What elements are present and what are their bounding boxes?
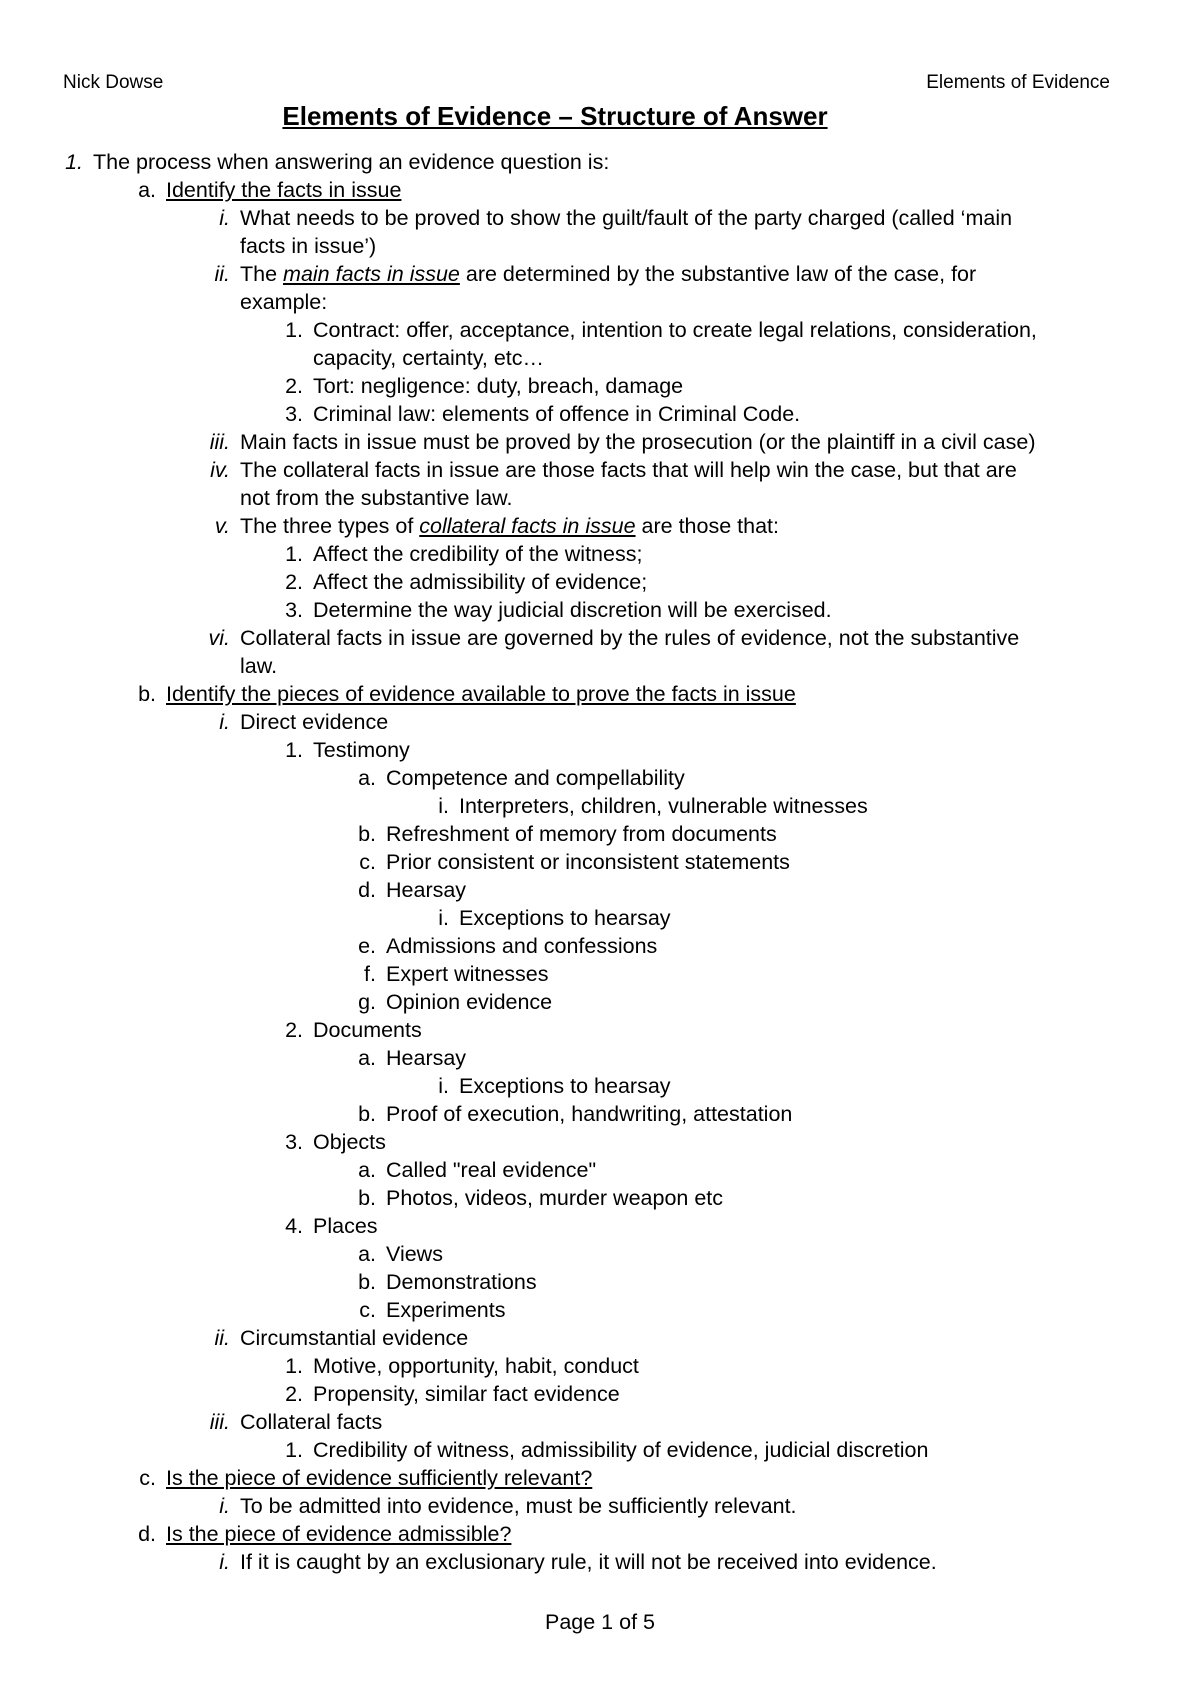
list-item-text: The collateral facts in issue are those facts that will help win the case, but that are [240, 458, 1017, 482]
list-marker: 3. [285, 402, 303, 426]
list-item-text: Hearsay [386, 1046, 467, 1070]
list-item-text: main facts in issue [283, 262, 460, 286]
list-marker: i. [219, 206, 230, 230]
list-item [240, 624, 1019, 652]
list-item [459, 792, 868, 820]
list-marker: vi. [208, 626, 230, 650]
list-item [313, 1436, 928, 1464]
list-marker: iii. [209, 430, 230, 454]
list-item-text: Credibility of witness, admissibility of evidence, judicial discretion [313, 1438, 929, 1462]
list-marker: d. [138, 1522, 156, 1546]
list-marker: 2. [285, 570, 303, 594]
list-marker: ii. [214, 1326, 230, 1350]
list-marker: 1. [285, 1354, 303, 1378]
list-item-text: Identify the facts in issue [166, 178, 402, 202]
list-item-text: Proof of execution, handwriting, attestation [386, 1102, 793, 1126]
list-item [313, 344, 544, 372]
list-item-text: Is the piece of evidence admissible? [166, 1522, 512, 1546]
list-item [240, 428, 1036, 456]
list-item-text: Testimony [313, 738, 410, 762]
list-item-text: Is the piece of evidence sufficiently relevant? [166, 1466, 593, 1490]
list-marker: ii. [214, 262, 230, 286]
page-header-document: Elements of Evidence [926, 72, 1110, 93]
list-item-text: Determine the way judicial discretion will be exercised. [313, 598, 832, 622]
list-marker: i. [219, 710, 230, 734]
list-marker: b. [358, 1102, 376, 1126]
list-item [240, 1492, 797, 1520]
list-item [386, 1296, 506, 1324]
list-marker: g. [358, 990, 376, 1014]
list-item [313, 372, 683, 400]
list-item [240, 260, 976, 288]
page-footer: Page 1 of 5 [545, 1610, 655, 1634]
list-item-text: Contract: offer, acceptance, intention to create legal relations, consideration, [313, 318, 1037, 342]
list-item-text: Main facts in issue must be proved by the prosecution (or the plaintiff in a civil case) [240, 430, 1036, 454]
list-item-text: Collateral facts [240, 1410, 383, 1434]
list-item [386, 1156, 596, 1184]
list-item-text: If it is caught by an exclusionary rule, it will not be received into evidence. [240, 1550, 937, 1574]
list-marker: iii. [209, 1410, 230, 1434]
list-item [240, 484, 512, 512]
list-item-text: Hearsay [386, 878, 467, 902]
list-item [240, 288, 327, 316]
list-item-text: are those that: [635, 514, 779, 538]
list-item-text: Motive, opportunity, habit, conduct [313, 1354, 639, 1378]
list-item [313, 1016, 422, 1044]
list-item [240, 652, 277, 680]
list-item [313, 1352, 639, 1380]
page-header-author: Nick Dowse [63, 72, 164, 93]
list-item [313, 1128, 386, 1156]
list-marker: c. [359, 850, 376, 874]
list-marker: 3. [285, 1130, 303, 1154]
list-item-text: Admissions and confessions [386, 934, 658, 958]
list-item [166, 1520, 511, 1548]
list-marker: 1. [285, 542, 303, 566]
list-item [313, 736, 410, 764]
list-marker: b. [358, 1186, 376, 1210]
list-item [93, 148, 609, 176]
list-marker: iv. [210, 458, 230, 482]
list-marker: 1. [65, 150, 83, 174]
list-item-text: Documents [313, 1018, 422, 1042]
list-item-text: Identify the pieces of evidence available to prove the facts in issue [166, 682, 796, 706]
list-marker: 1. [285, 738, 303, 762]
list-marker: e. [358, 934, 376, 958]
list-item-text: Circumstantial evidence [240, 1326, 469, 1350]
list-item [313, 400, 800, 428]
list-item-text: Exceptions to hearsay [459, 1074, 671, 1098]
list-item-text: Experiments [386, 1298, 506, 1322]
list-item [386, 932, 657, 960]
list-item-text: Exceptions to hearsay [459, 906, 671, 930]
list-item [240, 1324, 468, 1352]
list-marker: i. [219, 1550, 230, 1574]
list-marker: 2. [285, 1382, 303, 1406]
list-marker: a. [138, 178, 156, 202]
list-item-text: Views [386, 1242, 443, 1266]
list-marker: 4. [285, 1214, 303, 1238]
list-item [386, 1100, 792, 1128]
list-item [459, 1072, 671, 1100]
list-item-text: The [240, 262, 284, 286]
list-item [386, 820, 777, 848]
list-item [313, 568, 647, 596]
list-marker: i. [438, 1074, 449, 1098]
list-item [240, 1408, 382, 1436]
list-item [386, 1184, 723, 1212]
list-item [386, 764, 685, 792]
list-item-text: law. [240, 654, 278, 678]
list-item [386, 1268, 537, 1296]
list-marker: c. [359, 1298, 376, 1322]
list-marker: a. [358, 766, 376, 790]
list-item [240, 708, 388, 736]
list-item [240, 204, 1012, 232]
list-marker: b. [138, 682, 156, 706]
list-item [386, 876, 466, 904]
list-item [240, 512, 779, 540]
list-marker: c. [139, 1466, 156, 1490]
list-marker: b. [358, 822, 376, 846]
list-item-text: Tort: negligence: duty, breach, damage [313, 374, 684, 398]
list-item-text: The three types of [240, 514, 420, 538]
list-item-text: The process when answering an evidence question is: [93, 150, 610, 174]
list-item-text: Opinion evidence [386, 990, 553, 1014]
list-item [386, 988, 552, 1016]
list-item-text: are determined by the substantive law of the case, for [459, 262, 977, 286]
list-marker: d. [358, 878, 376, 902]
list-marker: 1. [285, 318, 303, 342]
list-item-text: Competence and compellability [386, 766, 685, 790]
list-item-text: capacity, certainty, etc… [313, 346, 545, 370]
list-item-text: example: [240, 290, 328, 314]
list-marker: i. [438, 906, 449, 930]
list-marker: a. [358, 1046, 376, 1070]
list-marker: 1. [285, 1438, 303, 1462]
list-item-text: Direct evidence [240, 710, 389, 734]
list-item-text: collateral facts in issue [419, 514, 636, 538]
list-marker: 3. [285, 598, 303, 622]
list-item-text: Interpreters, children, vulnerable witnesses [459, 794, 868, 818]
list-item-text: Photos, videos, murder weapon etc [386, 1186, 724, 1210]
list-item [240, 456, 1017, 484]
list-item-text: Affect the credibility of the witness; [313, 542, 643, 566]
list-item-text: To be admitted into evidence, must be sufficiently relevant. [240, 1494, 797, 1518]
list-marker: a. [358, 1158, 376, 1182]
list-item [166, 1464, 592, 1492]
list-marker: a. [358, 1242, 376, 1266]
list-item-text: Expert witnesses [386, 962, 549, 986]
list-item [313, 1212, 378, 1240]
list-item-text: Called "real evidence" [386, 1158, 597, 1182]
list-item-text: Objects [313, 1130, 386, 1154]
list-item-text: Affect the admissibility of evidence; [313, 570, 648, 594]
list-item [313, 540, 642, 568]
list-item [386, 960, 549, 988]
list-item-text: What needs to be proved to show the guilt/fault of the party charged (called ‘main [240, 206, 1013, 230]
list-item [166, 176, 401, 204]
list-item [166, 680, 796, 708]
list-item-text: Propensity, similar fact evidence [313, 1382, 620, 1406]
list-item [386, 1044, 466, 1072]
list-marker: b. [358, 1270, 376, 1294]
list-item [386, 1240, 443, 1268]
list-item-text: Collateral facts in issue are governed by the rules of evidence, not the substantive [240, 626, 1020, 650]
list-item [240, 232, 376, 260]
document-title: Elements of Evidence – Structure of Answer [282, 101, 828, 131]
list-marker: f. [364, 962, 376, 986]
list-item-text: Prior consistent or inconsistent statements [386, 850, 790, 874]
list-item [386, 848, 790, 876]
list-marker: 2. [285, 374, 303, 398]
list-marker: v. [214, 514, 230, 538]
list-item-text: Places [313, 1214, 378, 1238]
list-item [459, 904, 671, 932]
list-marker: 2. [285, 1018, 303, 1042]
list-item [313, 596, 832, 624]
list-item [313, 1380, 620, 1408]
list-item-text: not from the substantive law. [240, 486, 513, 510]
list-item-text: Criminal law: elements of offence in Criminal Code. [313, 402, 801, 426]
list-item [313, 316, 1037, 344]
list-item-text: Demonstrations [386, 1270, 537, 1294]
list-item-text: Refreshment of memory from documents [386, 822, 777, 846]
list-item-text: facts in issue’) [240, 234, 377, 258]
list-marker: i. [219, 1494, 230, 1518]
list-item [240, 1548, 937, 1576]
list-marker: i. [438, 794, 449, 818]
